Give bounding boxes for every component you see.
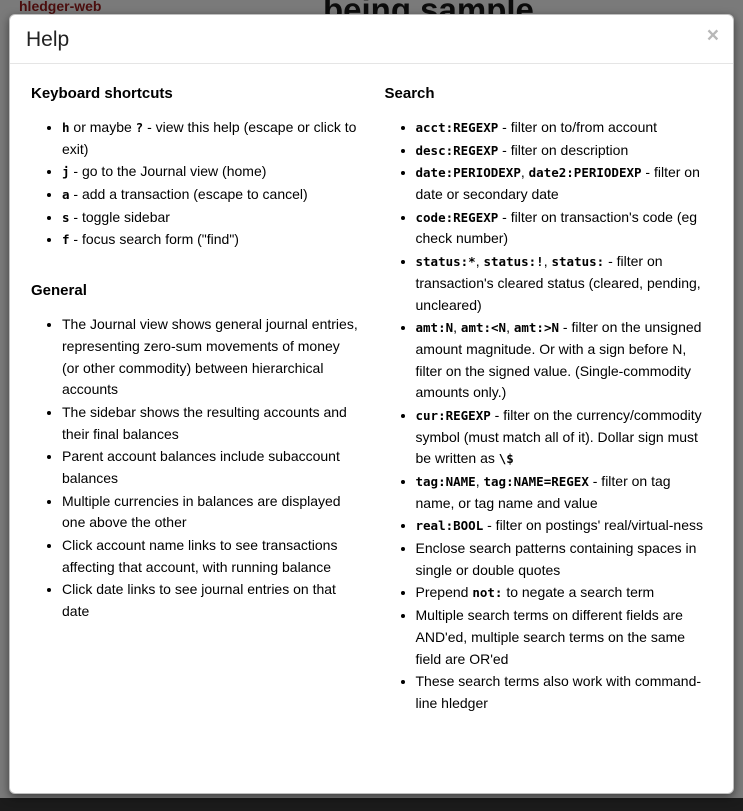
- section-heading-keyboard-shortcuts: Keyboard shortcuts: [31, 85, 173, 102]
- code-term: amt:N: [415, 320, 454, 336]
- help-list-item: • date:PERIODEXP, date2:PERIODEXP - filter on date or secondary date: [416, 162, 713, 205]
- help-list-item: • Multiple search terms on different fields are AND'ed, multiple search terms on the same field are OR'ed: [416, 605, 713, 670]
- general-list: [31, 314, 359, 623]
- code-term: f: [62, 232, 70, 248]
- close-icon[interactable]: ×: [706, 24, 719, 47]
- modal-body: [10, 64, 733, 731]
- help-list-item: • Click account name links to see transactions affecting that account, with running balance: [62, 535, 359, 578]
- help-list-item: • The Journal view shows general journal entries, representing zero-sum movements of money (or other commodity) between hierarchical accounts: [62, 314, 359, 401]
- column-left: [31, 83, 359, 721]
- modal-header: [10, 15, 733, 64]
- code-term: status:: [551, 254, 605, 270]
- code-term: real:BOOL: [415, 518, 484, 534]
- help-list-item: • tag:NAME, tag:NAME=REGEX - filter on tag name, or tag name and value: [416, 471, 713, 514]
- code-term: code:REGEXP: [415, 209, 499, 225]
- code-term: a: [62, 187, 70, 203]
- code-term: s: [62, 209, 70, 225]
- help-list-item: • code:REGEXP - filter on transaction's code (eg check number): [416, 207, 713, 250]
- code-term: h: [62, 120, 70, 135]
- code-term: acct:REGEXP: [415, 120, 499, 135]
- help-list-item: • a - add a transaction (escape to cancel): [62, 184, 359, 206]
- code-term: amt:>N: [513, 320, 560, 336]
- modal-title: Help: [26, 28, 70, 51]
- help-list-item: • Multiple currencies in balances are displayed one above the other: [62, 491, 359, 534]
- code-term: \$: [498, 451, 514, 467]
- code-term: tag:NAME: [415, 474, 476, 489]
- search-terms-list: [385, 117, 713, 715]
- code-term: status:!: [483, 254, 544, 270]
- code-term: desc:REGEXP: [415, 142, 499, 158]
- code-term: date:PERIODEXP: [415, 165, 521, 181]
- section-heading-general: General: [31, 282, 87, 300]
- help-list-item: • cur:REGEXP - filter on the currency/commodity symbol (must match all of it). Dollar sign must be written as \$: [416, 405, 713, 470]
- code-term: amt:<N: [460, 320, 507, 336]
- code-term: ?: [135, 120, 144, 135]
- help-modal: [9, 14, 734, 794]
- help-list-item: • h or maybe ? - view this help (escape or click to exit): [62, 117, 359, 160]
- code-term: not:: [472, 585, 503, 601]
- help-list-item: • real:BOOL - filter on postings' real/virtual-ness: [416, 515, 713, 537]
- help-list-item: • s - toggle sidebar: [62, 207, 359, 229]
- help-list-item: • These search terms also work with command-line hledger: [416, 671, 713, 714]
- code-term: status:*: [415, 254, 476, 270]
- column-right: [385, 83, 713, 721]
- help-list-item: • amt:N, amt:<N, amt:>N - filter on the unsigned amount magnitude. Or with a sign before N, filter on the signed value. (Single-commodity amounts only.): [416, 317, 713, 404]
- help-list-item: • acct:REGEXP - filter on to/from account: [416, 117, 713, 139]
- help-list-item: • Enclose search patterns containing spaces in single or double quotes: [416, 538, 713, 581]
- help-list-item: • status:*, status:!, status: - filter on transaction's cleared status (cleared, pending, uncleared): [416, 251, 713, 316]
- section-heading-search: Search: [384, 85, 435, 102]
- help-list-item: • Prepend not: to negate a search term: [416, 582, 713, 604]
- code-term: cur:REGEXP: [415, 407, 491, 423]
- help-list-item: • Parent account balances include subaccount balances: [62, 446, 359, 489]
- keyboard-shortcuts-list: [31, 117, 359, 251]
- code-term: date2:PERIODEXP: [528, 165, 642, 181]
- code-term: tag:NAME=REGEX: [483, 474, 589, 489]
- code-term: j: [62, 164, 70, 180]
- help-list-item: • The sidebar shows the resulting accounts and their final balances: [62, 402, 359, 445]
- help-list-item: • f - focus search form ("find"): [62, 229, 359, 251]
- help-list-item: • desc:REGEXP - filter on description: [416, 140, 713, 162]
- help-list-item: • j - go to the Journal view (home): [62, 161, 359, 183]
- help-list-item: • Click date links to see journal entries on that date: [62, 579, 359, 622]
